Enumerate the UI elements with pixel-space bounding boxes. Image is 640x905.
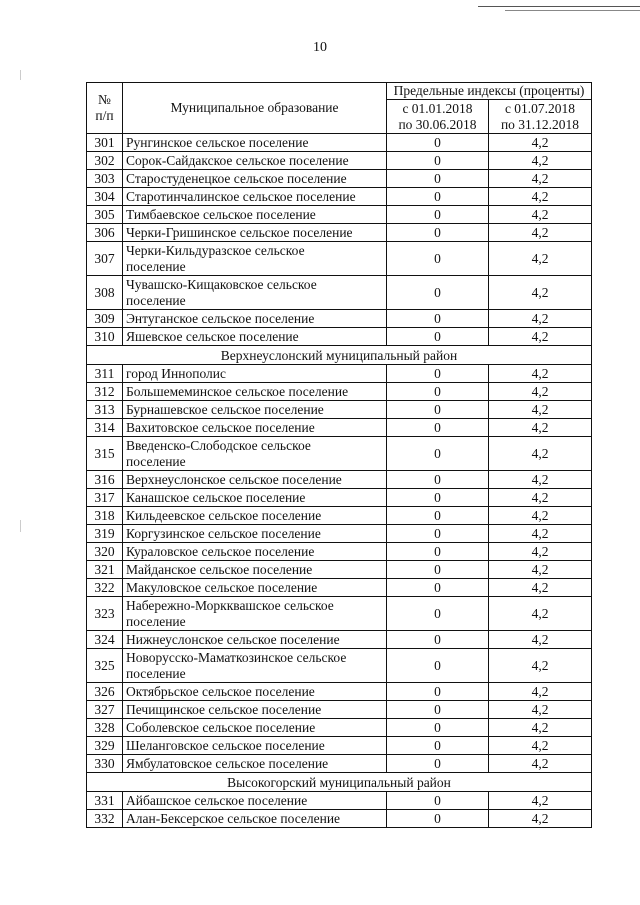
row-number: 302	[87, 152, 123, 170]
index-period-1: 0	[387, 437, 489, 471]
table-row	[87, 579, 592, 597]
row-number: 307	[87, 242, 123, 276]
index-period-2: 4,2	[489, 489, 592, 507]
header-num: № п/п	[87, 83, 123, 134]
index-period-2: 4,2	[489, 683, 592, 701]
municipality-name: Рунгинское сельское поселение	[123, 134, 387, 152]
index-period-1: 0	[387, 310, 489, 328]
index-period-2: 4,2	[489, 543, 592, 561]
row-number: 324	[87, 631, 123, 649]
table-row	[87, 419, 592, 437]
municipality-name: Новорусско-Маматкозинское сельское поселение	[123, 649, 387, 683]
index-period-2: 4,2	[489, 631, 592, 649]
index-period-2: 4,2	[489, 152, 592, 170]
top-rule-secondary	[505, 10, 640, 11]
municipality-name: Сорок-Сайдакское сельское поселение	[123, 152, 387, 170]
table-row	[87, 525, 592, 543]
row-number: 329	[87, 737, 123, 755]
index-period-2: 4,2	[489, 383, 592, 401]
table-row	[87, 810, 592, 828]
index-period-2: 4,2	[489, 755, 592, 773]
row-number: 305	[87, 206, 123, 224]
table-row	[87, 543, 592, 561]
municipality-name: Майданское сельское поселение	[123, 561, 387, 579]
index-period-2: 4,2	[489, 525, 592, 543]
table-row	[87, 737, 592, 755]
index-period-2: 4,2	[489, 792, 592, 810]
row-number: 319	[87, 525, 123, 543]
municipality-name: Черки-Кильдуразское сельское поселение	[123, 242, 387, 276]
row-number: 314	[87, 419, 123, 437]
index-period-2: 4,2	[489, 328, 592, 346]
municipality-name: Чувашско-Кищаковское сельское поселение	[123, 276, 387, 310]
row-number: 312	[87, 383, 123, 401]
index-period-1: 0	[387, 792, 489, 810]
scan-mark	[20, 520, 21, 532]
index-period-1: 0	[387, 242, 489, 276]
index-period-2: 4,2	[489, 810, 592, 828]
municipality-name: Шеланговское сельское поселение	[123, 737, 387, 755]
index-period-2: 4,2	[489, 701, 592, 719]
municipality-name: Соболевское сельское поселение	[123, 719, 387, 737]
municipality-name: Ямбулатовское сельское поселение	[123, 755, 387, 773]
municipality-name: Старостуденецкое сельское поселение	[123, 170, 387, 188]
index-period-1: 0	[387, 276, 489, 310]
index-period-1: 0	[387, 401, 489, 419]
index-period-1: 0	[387, 134, 489, 152]
district-row	[87, 346, 592, 365]
index-period-1: 0	[387, 419, 489, 437]
index-period-1: 0	[387, 631, 489, 649]
scan-mark	[20, 70, 21, 80]
index-period-2: 4,2	[489, 401, 592, 419]
index-period-2: 4,2	[489, 224, 592, 242]
row-number: 321	[87, 561, 123, 579]
index-period-1: 0	[387, 561, 489, 579]
index-period-1: 0	[387, 489, 489, 507]
table-row	[87, 631, 592, 649]
municipality-name: Старотинчалинское сельское поселение	[123, 188, 387, 206]
header-municipality: Муниципальное образование	[123, 83, 387, 134]
index-period-1: 0	[387, 152, 489, 170]
index-period-1: 0	[387, 383, 489, 401]
top-rule	[478, 6, 640, 7]
table-row	[87, 489, 592, 507]
page-number: 10	[313, 40, 327, 55]
index-period-2: 4,2	[489, 365, 592, 383]
row-number: 326	[87, 683, 123, 701]
row-number: 316	[87, 471, 123, 489]
index-period-1: 0	[387, 365, 489, 383]
district-row	[87, 773, 592, 792]
header-indices: Предельные индексы (проценты)	[387, 83, 592, 100]
municipality-name: Алан-Бексерское сельское поселение	[123, 810, 387, 828]
row-number: 323	[87, 597, 123, 631]
table-row	[87, 471, 592, 489]
table-row	[87, 597, 592, 631]
table-row	[87, 792, 592, 810]
row-number: 328	[87, 719, 123, 737]
index-period-1: 0	[387, 471, 489, 489]
table-row	[87, 755, 592, 773]
table-row	[87, 206, 592, 224]
index-period-2: 4,2	[489, 419, 592, 437]
municipality-name: Канашское сельское поселение	[123, 489, 387, 507]
municipality-name: Кильдеевское сельское поселение	[123, 507, 387, 525]
row-number: 318	[87, 507, 123, 525]
index-period-1: 0	[387, 597, 489, 631]
municipality-name: Яшевское сельское поселение	[123, 328, 387, 346]
table-row	[87, 683, 592, 701]
table-row	[87, 188, 592, 206]
table-row	[87, 437, 592, 471]
table-row	[87, 701, 592, 719]
district-name: Высокогорский муниципальный район	[87, 773, 592, 792]
table-row	[87, 507, 592, 525]
index-period-2: 4,2	[489, 579, 592, 597]
indices-table	[86, 82, 592, 828]
table-body	[87, 134, 592, 828]
index-period-2: 4,2	[489, 188, 592, 206]
row-number: 330	[87, 755, 123, 773]
district-name: Верхнеуслонский муниципальный район	[87, 346, 592, 365]
index-period-1: 0	[387, 543, 489, 561]
index-period-1: 0	[387, 206, 489, 224]
index-period-1: 0	[387, 810, 489, 828]
index-period-2: 4,2	[489, 471, 592, 489]
table-row	[87, 276, 592, 310]
municipality-name: Коргузинское сельское поселение	[123, 525, 387, 543]
municipality-name: Черки-Гришинское сельское поселение	[123, 224, 387, 242]
index-period-1: 0	[387, 525, 489, 543]
index-period-1: 0	[387, 507, 489, 525]
municipality-name: Печищинское сельское поселение	[123, 701, 387, 719]
municipality-name: Макуловское сельское поселение	[123, 579, 387, 597]
municipality-name: Айбашское сельское поселение	[123, 792, 387, 810]
municipality-name: Введенско-Слободское сельское поселение	[123, 437, 387, 471]
table-row	[87, 719, 592, 737]
index-period-1: 0	[387, 737, 489, 755]
table-row	[87, 328, 592, 346]
row-number: 331	[87, 792, 123, 810]
index-period-1: 0	[387, 170, 489, 188]
index-period-1: 0	[387, 683, 489, 701]
row-number: 308	[87, 276, 123, 310]
index-period-2: 4,2	[489, 206, 592, 224]
row-number: 315	[87, 437, 123, 471]
municipality-name: Верхнеуслонское сельское поселение	[123, 471, 387, 489]
index-period-1: 0	[387, 701, 489, 719]
row-number: 317	[87, 489, 123, 507]
header-period-2: с 01.07.2018 по 31.12.2018	[489, 100, 592, 134]
row-number: 322	[87, 579, 123, 597]
row-number: 313	[87, 401, 123, 419]
row-number: 325	[87, 649, 123, 683]
municipality-name: Нижнеуслонское сельское поселение	[123, 631, 387, 649]
index-period-2: 4,2	[489, 737, 592, 755]
municipality-name: Набережно-Моркквашское сельское поселение	[123, 597, 387, 631]
municipality-name: Бурнашевское сельское поселение	[123, 401, 387, 419]
header-period-1: с 01.01.2018 по 30.06.2018	[387, 100, 489, 134]
municipality-name: город Иннополис	[123, 365, 387, 383]
index-period-2: 4,2	[489, 507, 592, 525]
index-period-2: 4,2	[489, 310, 592, 328]
table-row	[87, 152, 592, 170]
index-period-1: 0	[387, 649, 489, 683]
table-row	[87, 310, 592, 328]
index-period-1: 0	[387, 188, 489, 206]
row-number: 309	[87, 310, 123, 328]
municipality-name: Большемеминское сельское поселение	[123, 383, 387, 401]
row-number: 303	[87, 170, 123, 188]
index-period-2: 4,2	[489, 242, 592, 276]
table-row	[87, 224, 592, 242]
row-number: 310	[87, 328, 123, 346]
table-row	[87, 134, 592, 152]
index-period-2: 4,2	[489, 437, 592, 471]
index-period-1: 0	[387, 579, 489, 597]
municipality-name: Октябрьское сельское поселение	[123, 683, 387, 701]
municipality-name: Вахитовское сельское поселение	[123, 419, 387, 437]
row-number: 332	[87, 810, 123, 828]
index-period-2: 4,2	[489, 561, 592, 579]
row-number: 306	[87, 224, 123, 242]
municipality-name: Кураловское сельское поселение	[123, 543, 387, 561]
index-period-2: 4,2	[489, 719, 592, 737]
index-period-1: 0	[387, 755, 489, 773]
table-row	[87, 383, 592, 401]
table-row	[87, 242, 592, 276]
index-period-2: 4,2	[489, 134, 592, 152]
row-number: 311	[87, 365, 123, 383]
row-number: 304	[87, 188, 123, 206]
index-period-1: 0	[387, 224, 489, 242]
municipality-name: Тимбаевское сельское поселение	[123, 206, 387, 224]
table-row	[87, 170, 592, 188]
row-number: 327	[87, 701, 123, 719]
table-row	[87, 401, 592, 419]
row-number: 301	[87, 134, 123, 152]
index-period-2: 4,2	[489, 170, 592, 188]
row-number: 320	[87, 543, 123, 561]
table-row	[87, 649, 592, 683]
index-period-2: 4,2	[489, 276, 592, 310]
index-period-2: 4,2	[489, 649, 592, 683]
index-period-1: 0	[387, 328, 489, 346]
index-period-1: 0	[387, 719, 489, 737]
table-row	[87, 365, 592, 383]
municipality-name: Энтуганское сельское поселение	[123, 310, 387, 328]
index-period-2: 4,2	[489, 597, 592, 631]
table-row	[87, 561, 592, 579]
